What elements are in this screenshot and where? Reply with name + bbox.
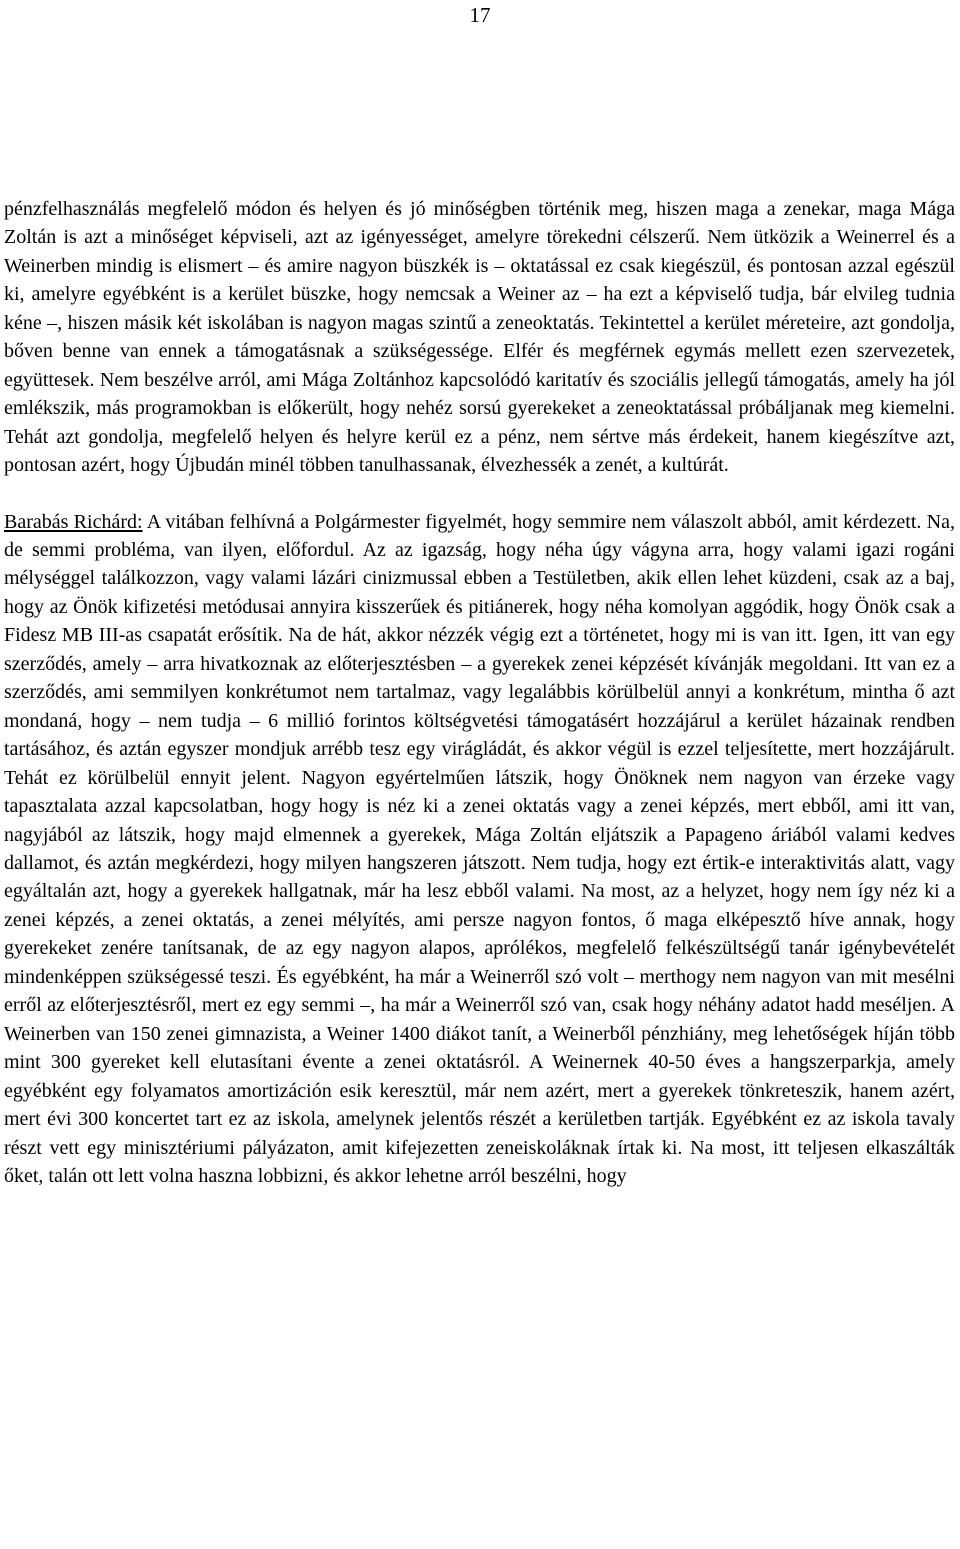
speaker-name: Barabás Richárd: bbox=[4, 510, 143, 533]
document-body bbox=[4, 195, 955, 1190]
page-number: 17 bbox=[469, 3, 491, 27]
paragraph-continuation: pénzfelhasználás megfelelő módon és helyen és jó minőségben történik meg, hiszen maga a zenekar, maga Mága Zoltán is azt a minőséget képviseli, azt az igényességet, amelyre törekedni célszerű. Nem ütközik a Weinerrel és a Weinerben mindig is elismert – és amire nagyon büszkék is – oktatással ez csak kiegészül, és pontosan azzal egészül ki, amelyre egyébként is a kerület büszke, hogy nemcsak a Weiner az – ha ezt a képviselő tudja, bár elvileg tudnia kéne –, hiszen másik két iskolában is nagyon magas szintű a zeneoktatás. Tekintettel a kerület méreteire, azt gondolja, bőven benne van ennek a támogatásnak a szükségessége. Elfér és megférnek egymás mellett ezen szervezetek, együttesek. Nem beszélve arról, ami Mága Zoltánhoz kapcsolódó karitatív és szociális jellegű támogatás, amely ha jól emlékszik, más programokban is előkerült, hogy nehéz sorsú gyerekeket a zeneoktatással próbáljanak meg kiemelni. Tehát azt gondolja, megfelelő helyen és helyre kerül ez a pénz, nem sértve más érdekeit, hanem kiegészítve azt, pontosan azért, hogy Újbudán minél többen tanulhassanak, élvezhessék a zenét, a kultúrát. bbox=[4, 198, 955, 477]
paragraph-speaker-remark bbox=[4, 508, 955, 1191]
speaker-remark-text: A vitában felhívná a Polgármester figyelmét, hogy semmire nem válaszolt abból, amit kérdezett. Na, de semmi probléma, van ilyen, előfordul. Az az igazság, hogy néha úgy vágyna arra, hogy valami igazi rogáni mélységgel találkozzon, vagy valami lázári cinizmussal ebben a Testületben, akik ellen lehet küzdeni, csak az a baj, hogy az Önök kifizetési metódusai annyira kisszerűek és pitiánerek, hogy néha komolyan aggódik, hogy Önök csak a Fidesz MB III-as csapatát erősítik. Na de hát, akkor nézzék végig ezt a történetet, hogy mi is van itt. Igen, itt van egy szerződés, amely – arra hivatkoznak az előterjesztésben – a gyerekek zenei képzését kívánják megoldani. Itt van ez a szerződés, ami semmilyen konkrétumot nem tartalmaz, vagy legalábbis körülbelül annyi a konkrétum, mintha ő azt mondaná, hogy – nem tudja – 6 millió forintos költségvetési támogatásért hozzájárul a kerület házainak rendben tartásához, és aztán egyszer mondjuk arrébb tesz egy virágládát, és akkor végül is ezzel teljesítette, mert hozzájárult. Tehát ez körülbelül ennyit jelent. Nagyon egyértelműen látszik, hogy Önöknek nem nagyon van érzeke vagy tapasztalata azzal kapcsolatban, hogy hogy is néz ki a zenei oktatás vagy a zenei képzés, mert ebből, ami itt van, nagyjából az látszik, hogy majd elmennek a gyerekek, Mága Zoltán eljátszik a Papageno áriából valami kedves dallamot, és aztán megkérdezi, hogy milyen hangszeren játszott. Nem tudja, hogy ezt értik-e interaktivitás alatt, vagy egyáltalán azt, hogy a gyerekek hallgatnak, már ha lesz ebből valami. Na most, az a helyzet, hogy nem így néz ki a zenei képzés, a zenei oktatás, a zenei mélyítés, ami persze nagyon fontos, ő maga elképesztő híve annak, hogy gyerekeket zenére tanítsanak, de az egy nagyon alapos, aprólékos, megfelelő felkészültségű tanár igénybevételét mindenképpen szükségessé teszi. És egyébként, ha már a Weinerről szó volt – merthogy nem nagyon van mit mesélni erről az előterjesztésről, mert ez egy semmi –, ha már a Weinerről szó van, csak hogy néhány adatot hadd meséljen. A Weinerben van 150 zenei gimnazista, a Weiner 1400 diákot tanít, a Weinerből pénzhiány, meg lehetőségek híján több mint 300 gyereket kell elutasítani évente a zenei oktatásról. A Weinernek 40-50 éves a hangszerparkja, amely egyébként egy folyamatos amortizáción esik keresztül, már nem azért, mert a gyerekek tönkreteszik, hanem azért, mert évi 300 koncertet tart ez az iskola, amelynek jelentős részét a kerületben tartják. Egyébként ez az iskola tavaly részt vett egy minisztériumi pályázaton, amit kifejezetten zeneiskoláknak írtak ki. Na most, itt teljesen elkaszálták őket, talán ott lett volna haszna lobbizni, és akkor lehetne arról beszélni, hogy bbox=[4, 510, 955, 1187]
